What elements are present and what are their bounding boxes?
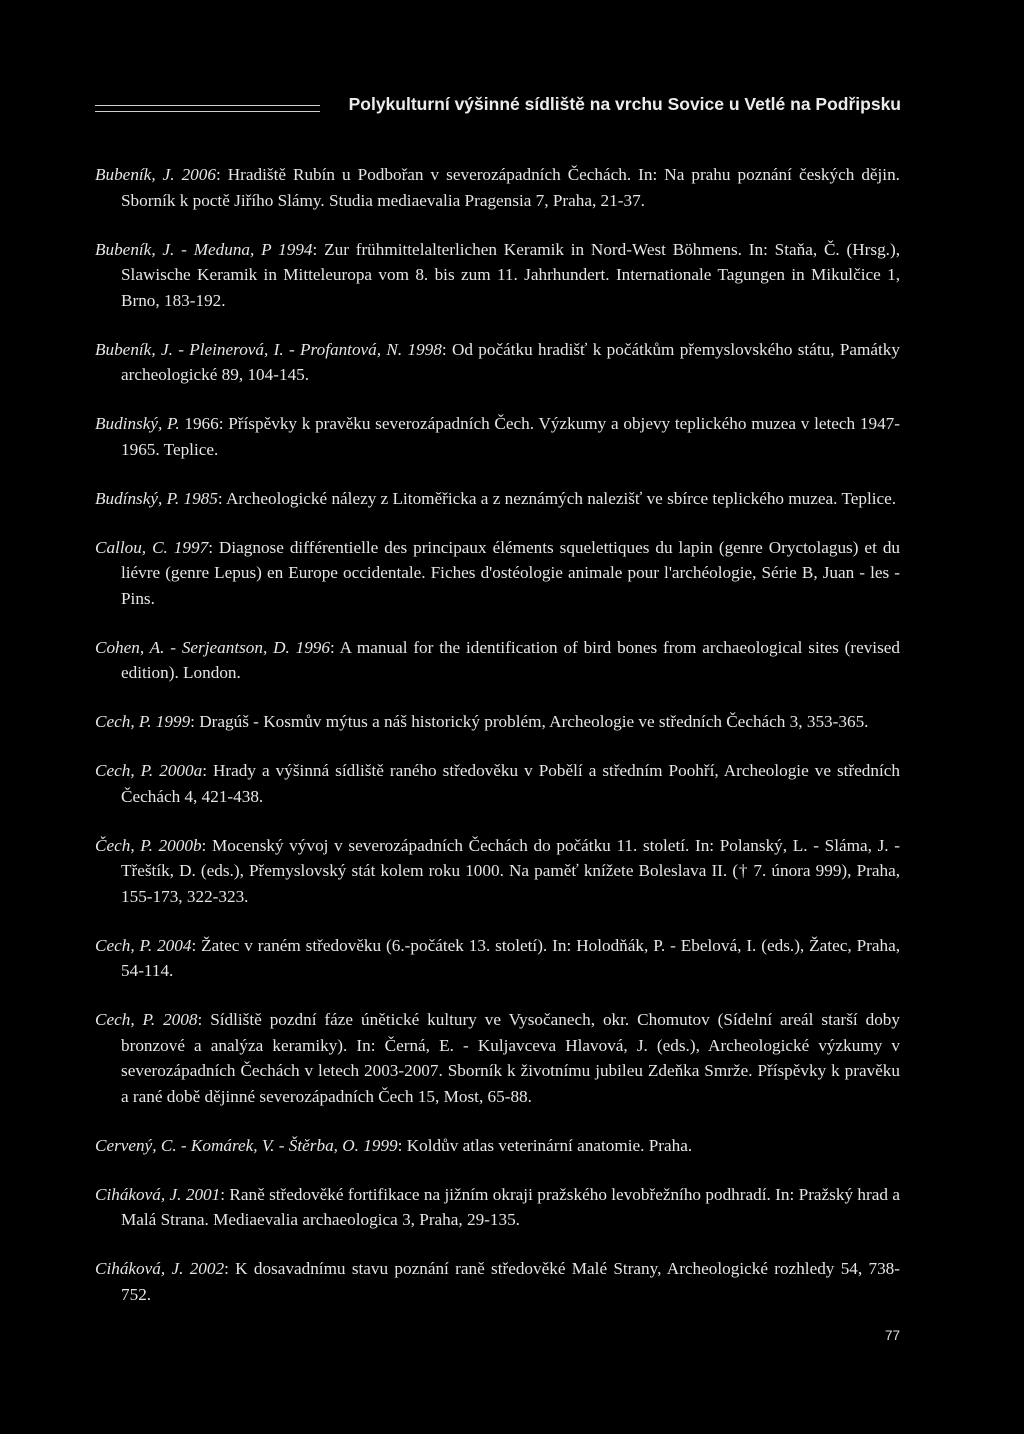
reference-text: : Od počátku hradišť k počátkům přemyslovského státu, Památky archeologické 89, 104-145. — [121, 339, 900, 384]
reference-entry — [95, 1256, 900, 1307]
running-header — [95, 92, 905, 122]
reference-author: Cech, P. 1999 — [95, 712, 191, 731]
reference-text: : Žatec v raném středověku (6.-počátek 13. století). In: Holodňák, P. - Ebelová, I. (eds.), Žatec, Praha, 54-114. — [121, 935, 900, 980]
reference-text: : Zur frühmittelalterlichen Keramik in Nord-West Böhmens. In: Staňa, Č. (Hrsg.), Slawische Keramik in Mitteleuropa vom 8. bis zum 11. Jahrhundert. Internationale Tagungen in Mikulčice 1, Brno, 183-192. — [121, 239, 900, 310]
reference-entry — [95, 758, 900, 809]
reference-text: : Archeologické nálezy z Litoměřicka a z neznámých nalezišť ve sbírce teplického muzea. Teplice. — [217, 488, 897, 508]
reference-entry — [95, 337, 900, 388]
reference-author: Bubeník, J. - Meduna, P 1994 — [95, 239, 313, 259]
reference-text: : Sídliště pozdní fáze únětické kultury ve Vysočanech, okr. Chomutov (Sídelní areál starší doby bronzové a analýza keramiky). In: Černá, E. - Kuljavceva Hlavová, J. (eds.), Archeologické výzkumy v severozápadních Čechách v letech 2003-2007. Sborník k životnímu jubileu Zdeňka Smrže. Příspěvky k pravěku a rané době dějinné severozápadních Čech 15, Most, 65-88. — [121, 1010, 900, 1106]
reference-text: : Raně středověké fortifikace na jižním okraji pražského levobřežního podhradí. In: Pražský hrad a Malá Strana. Mediaevalia archaeologica 3, Praha, 29-135. — [121, 1184, 900, 1229]
reference-author: Cech, P. 2004 — [95, 935, 192, 955]
header-title: Polykulturní výšinné sídliště na vrchu Sovice u Vetlé na Podřipsku — [348, 94, 901, 114]
reference-entry — [95, 162, 900, 213]
page-number: 77 — [884, 1328, 900, 1343]
reference-entry — [95, 635, 900, 686]
reference-entry — [95, 709, 900, 735]
reference-entry — [95, 411, 900, 462]
reference-entry — [95, 933, 900, 984]
reference-author: Bubeník, J. 2006 — [95, 165, 216, 184]
reference-author: Ciháková, J. 2002 — [95, 1259, 225, 1278]
reference-text: : Hrady a výšinná sídliště raného středověku v Pobělí a středním Poohří, Archeologie ve středních Čechách 4, 421-438. — [121, 761, 900, 806]
reference-author: Budínský, P. 1985 — [95, 488, 218, 508]
reference-text: : A manual for the identification of bird bones from archaeological sites (revised edition). London. — [121, 637, 900, 682]
header-double-rule — [95, 105, 320, 112]
reference-author: Cech, P. 2008 — [95, 1010, 198, 1029]
reference-list — [95, 162, 900, 1331]
reference-entry — [95, 535, 900, 612]
reference-entry — [95, 237, 900, 314]
reference-author: Cervený, C. - Komárek, V. - Štěrba, O. 1999 — [95, 1135, 398, 1155]
reference-text: : Hradiště Rubín u Podbořan v severozápadních Čechách. In: Na prahu poznání českých dějin. Sborník k poctě Jiřího Slámy. Studia mediaevalia Pragensia 7, Praha, 21-37. — [121, 165, 900, 210]
reference-entry — [95, 1182, 900, 1233]
reference-author: Čech, P. 2000b — [95, 835, 202, 855]
reference-entry — [95, 1133, 900, 1159]
reference-entry — [95, 1007, 900, 1109]
reference-author: Cohen, A. - Serjeantson, D. 1996 — [95, 637, 330, 657]
reference-text: : Koldův atlas veterinární anatomie. Praha. — [397, 1135, 693, 1155]
reference-text: 1966: Příspěvky k pravěku severozápadních Čech. Výzkumy a objevy teplického muzea v letech 1947-1965. Teplice. — [121, 414, 900, 459]
reference-entry — [95, 833, 900, 910]
reference-text: : Dragúš - Kosmův mýtus a náš historický problém, Archeologie ve středních Čechách 3, 353-365. — [190, 712, 869, 731]
reference-text: : Diagnose différentielle des principaux éléments squelettiques du lapin (genre Oryctolagus) et du liévre (genre Lepus) en Europe occidentale. Fiches d'ostéologie animale pour l'archéologie, Série B, Juan - les - Pins. — [121, 537, 901, 608]
reference-author: Budinský, P. — [95, 414, 180, 433]
reference-text: : Mocenský vývoj v severozápadních Čechách do počátku 11. století. In: Polanský, L. - Sláma, J. - Třeštík, D. (eds.), Přemyslovský stát kolem roku 1000. Na paměť knížete Boleslava II. († 7. února 999), Praha, 155-173, 322-323. — [121, 835, 900, 906]
reference-author: Cech, P. 2000a — [95, 761, 203, 780]
reference-entry — [95, 486, 900, 512]
reference-author: Bubeník, J. - Pleinerová, I. - Profantová, N. 1998 — [95, 339, 442, 359]
reference-author: Callou, C. 1997 — [95, 537, 209, 557]
reference-author: Ciháková, J. 2001 — [95, 1184, 221, 1204]
reference-text: : K dosavadnímu stavu poznání raně středověké Malé Strany, Archeologické rozhledy 54, 738-752. — [121, 1259, 900, 1304]
